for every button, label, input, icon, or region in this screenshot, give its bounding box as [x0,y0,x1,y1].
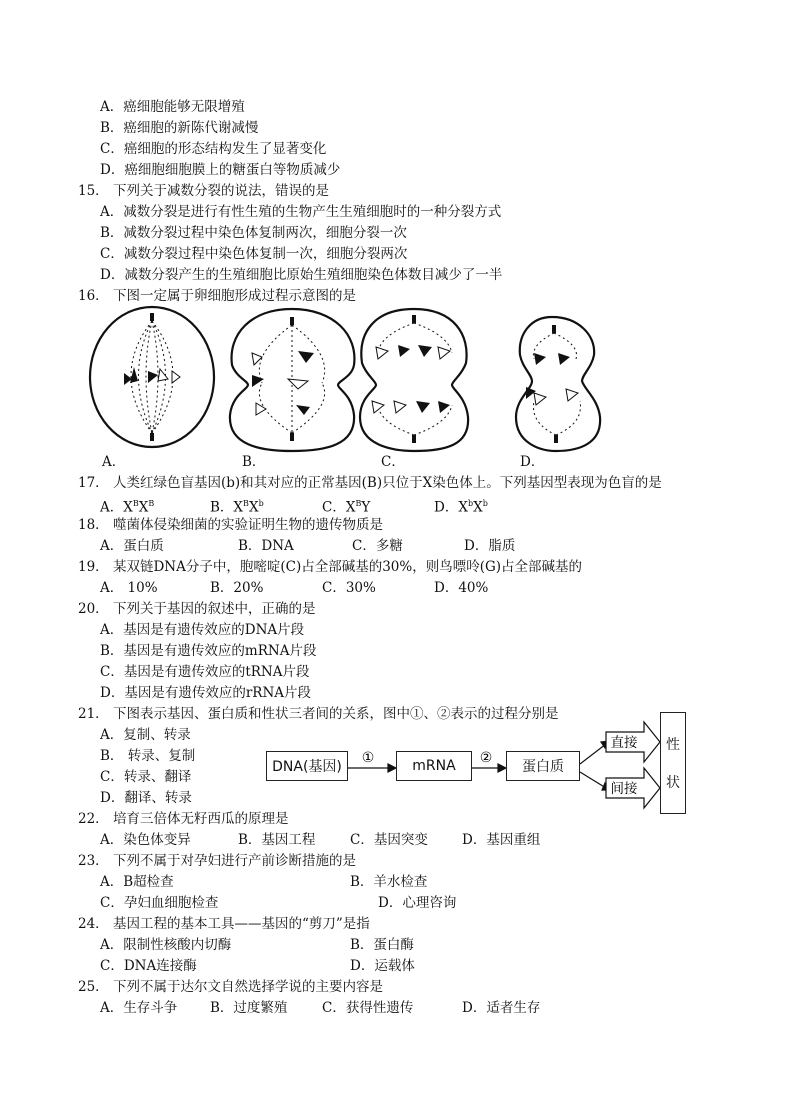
q17-stem: 17． 人类红绿色盲基因(b)和其对应的正常基因(B)只位于X染色体上。下列基因型表现为色盲的是 [78,475,662,491]
step-1-label: ① [361,750,375,766]
q22-option-a: A．染色体变异 [100,832,191,848]
q15-option-c: C．减数分裂过程中染色体复制一次，细胞分裂两次 [100,246,408,262]
q21-option-b: B． 转录、复制 [100,748,196,764]
q15-option-b: B．减数分裂过程中染色体复制两次，细胞分裂一次 [100,225,407,241]
q21-stem: 21． 下图表示基因、蛋白质和性状三者间的关系，图中①、②表示的过程分别是 [78,706,559,722]
q25-option-c: C．获得性遗传 [322,1000,414,1016]
q14-option-c: C．癌细胞的形态结构发生了显著变化 [100,141,327,157]
q21-option-a: A．复制、转录 [100,727,191,743]
cell-label-c: C． [381,454,405,470]
q20-option-d: D．基因是有遗传效应的rRNA片段 [100,685,312,701]
q24-option-c: C．DNA连接酶 [100,958,197,974]
q17-option-c: C．$X^BY$ [322,499,371,516]
q14-option-b: B．癌细胞的新陈代谢减慢 [100,120,259,136]
trait-char-1: 性 [666,737,680,753]
q23-option-a: A．B超检查 [100,874,174,890]
q22-option-d: D．基因重组 [462,832,541,848]
q15-option-d: D．减数分裂产生的生殖细胞比原始生殖细胞染色体数目减少了一半 [100,267,503,283]
q17-option-a: A．$X^BX^B$ [100,499,155,516]
q20-option-b: B．基因是有遗传效应的mRNA片段 [100,643,317,659]
q18-option-b: B．DNA [238,538,294,554]
q24-option-d: D．运载体 [350,958,415,974]
cell-label-b: B． [242,454,266,470]
q15-stem: 15． 下列关于减数分裂的说法，错误的是 [78,183,329,199]
q20-option-c: C．基因是有遗传效应的tRNA片段 [100,664,310,680]
q19-option-c: C．30% [322,580,376,596]
q22-option-b: B．基因工程 [238,832,316,848]
q23-option-c: C．孕妇血细胞检查 [100,895,219,911]
q19-stem: 19． 某双链DNA分子中，胞嘧啶(C)占全部碱基的30%，则鸟嘌呤(G)占全部碱基的 [78,559,583,575]
indirect-label: 间接 [610,781,638,797]
q23-option-d: D．心理咨询 [378,895,457,911]
cell-d-figure [516,317,600,451]
direct-label: 直接 [610,735,638,751]
protein-box: 蛋白质 [506,751,580,781]
step-2-label: ② [479,750,493,766]
cell-label-a: A． [102,454,126,470]
q18-option-d: D．脂质 [464,538,516,554]
cell-b-figure [230,309,355,451]
mrna-box: mRNA [396,751,472,781]
q23-stem: 23． 下列不属于对孕妇进行产前诊断措施的是 [78,853,356,869]
dna-gene-box: DNA(基因) [266,751,348,781]
q14-option-d: D．癌细胞细胞膜上的糖蛋白等物质减少 [100,162,341,178]
q19-option-b: B．20% [210,580,264,596]
q18-option-a: A．蛋白质 [100,538,164,554]
q22-stem: 22． 培育三倍体无籽西瓜的原理是 [78,811,289,827]
q21-option-c: C．转录、翻译 [100,769,192,785]
q25-option-d: D．适者生存 [462,1000,541,1016]
q17-option-b: B．$X^BX^b$ [210,499,264,516]
q19-option-d: D．40% [434,580,489,596]
cell-c-figure [360,309,468,451]
q25-option-a: A．生存斗争 [100,1000,178,1016]
q16-stem: 16． 下图一定属于卵细胞形成过程示意图的是 [78,288,356,304]
q24-option-b: B．蛋白酶 [350,937,414,953]
q18-option-c: C．多糖 [352,538,403,554]
q17-option-d: D．$X^bX^b$ [434,499,488,516]
trait-box [660,712,686,814]
q15-option-a: A．减数分裂是进行有性生殖的生物产生生殖细胞时的一种分裂方式 [100,204,502,220]
q23-option-b: B．羊水检查 [350,874,428,890]
q20-option-a: A．基因是有遗传效应的DNA片段 [100,622,305,638]
trait-char-2: 状 [666,775,680,791]
q25-stem: 25． 下列不属于达尔文自然选择学说的主要内容是 [78,979,383,995]
q14-option-a: A．癌细胞能够无限增殖 [100,99,245,115]
cell-label-d: D． [520,454,545,470]
q16-cell-diagrams [0,305,790,455]
q18-stem: 18． 噬菌体侵染细菌的实验证明生物的遗传物质是 [78,517,383,533]
q20-stem: 20． 下列关于基因的叙述中，正确的是 [78,601,316,617]
q19-option-a: A． 10% [100,580,158,596]
q22-option-c: C．基因突变 [350,832,428,848]
q21-option-d: D．翻译、转录 [100,790,192,806]
q24-stem: 24． 基因工程的基本工具——基因的“剪刀”是指 [78,916,370,932]
q25-option-b: B．过度繁殖 [210,1000,288,1016]
q24-option-a: A．限制性核酸内切酶 [100,937,232,953]
cell-a-figure [90,307,214,447]
